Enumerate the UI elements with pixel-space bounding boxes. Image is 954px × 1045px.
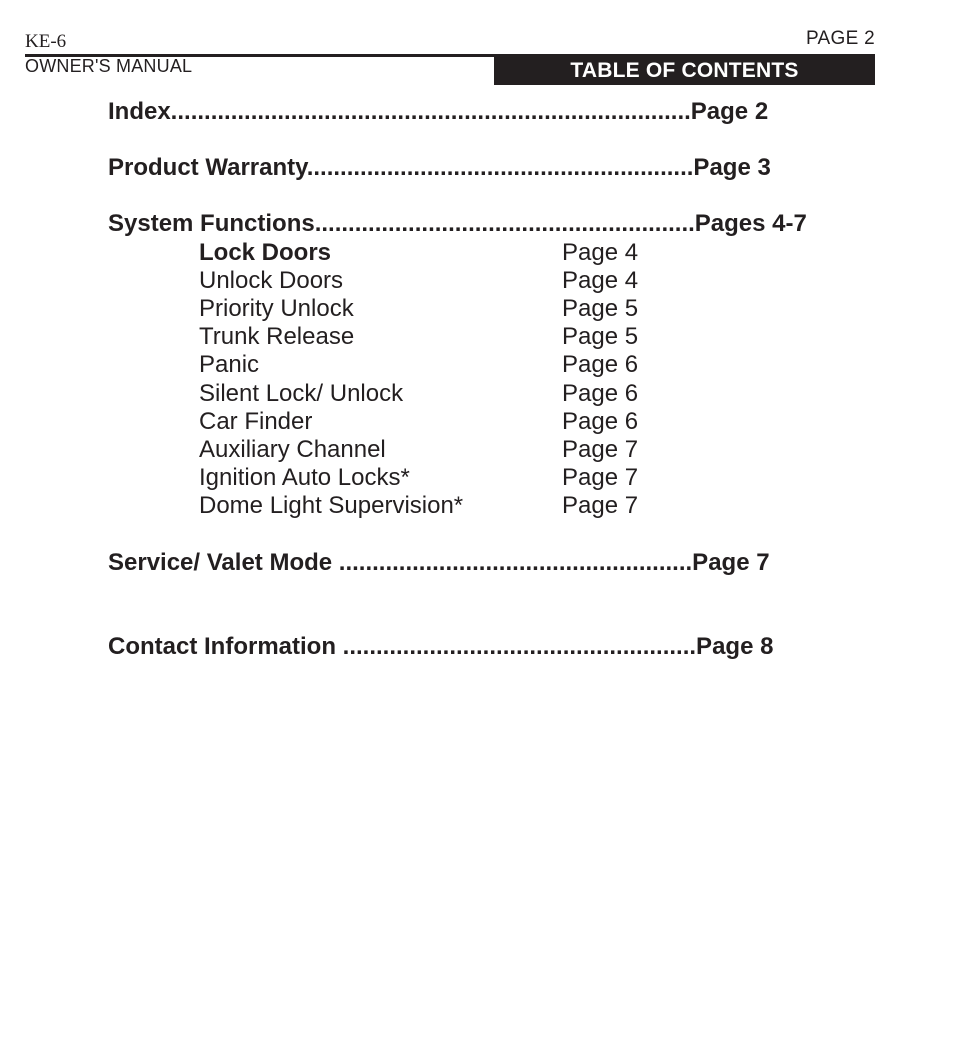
section-title-bar: TABLE OF CONTENTS <box>494 56 875 85</box>
toc-subitem <box>199 351 639 379</box>
toc-subitem <box>199 492 639 520</box>
subitem-page: Page 7 <box>562 492 639 519</box>
subitem-page: Page 6 <box>562 408 639 435</box>
subitem-page: Page 7 <box>562 436 639 463</box>
subitem-title: Auxiliary Channel <box>199 436 386 463</box>
toc-subitem <box>199 323 639 351</box>
toc-entry-product-warranty: Product Warranty..........................................................Page 3 <box>108 154 771 181</box>
subitem-title: Unlock Doors <box>199 267 344 294</box>
subitem-title: Dome Light Supervision* <box>199 492 464 519</box>
toc-subitem <box>199 408 639 436</box>
toc-subitem <box>199 295 639 323</box>
subitem-title: Ignition Auto Locks* <box>199 464 410 491</box>
subitem-page: Page 7 <box>562 464 639 491</box>
subitem-page: Page 4 <box>562 267 639 294</box>
subitem-page: Page 5 <box>562 295 639 322</box>
subitem-title: Car Finder <box>199 408 313 435</box>
subitem-title: Priority Unlock <box>199 295 354 322</box>
subitem-page: Page 5 <box>562 323 639 350</box>
subitem-title: Lock Doors <box>199 239 332 266</box>
toc-entry-contact-information: Contact Information .....................................................Page 8 <box>108 633 774 660</box>
subitem-page: Page 6 <box>562 380 639 407</box>
toc-subitem <box>199 267 639 295</box>
subitem-page: Page 6 <box>562 351 639 378</box>
toc-subitem <box>199 464 639 492</box>
toc-entry-system-functions: System Functions.........................................................Pages 4-7 <box>108 210 807 237</box>
subitem-title: Panic <box>199 351 260 378</box>
toc-entry-index: Index..............................................................................Page 2 <box>108 98 769 125</box>
toc-subitem <box>199 239 639 267</box>
page-number: PAGE 2 <box>805 28 875 49</box>
toc-subitem <box>199 436 639 464</box>
manual-label: OWNER'S MANUAL <box>25 56 193 76</box>
subitem-title: Trunk Release <box>199 323 355 350</box>
toc-subitem <box>199 380 639 408</box>
subitem-title: Silent Lock/ Unlock <box>199 380 404 407</box>
subitem-page: Page 4 <box>562 239 639 266</box>
model-number: KE-6 <box>25 31 67 52</box>
toc-entry-service-valet-mode: Service/ Valet Mode .....................................................Page 7 <box>108 549 770 576</box>
